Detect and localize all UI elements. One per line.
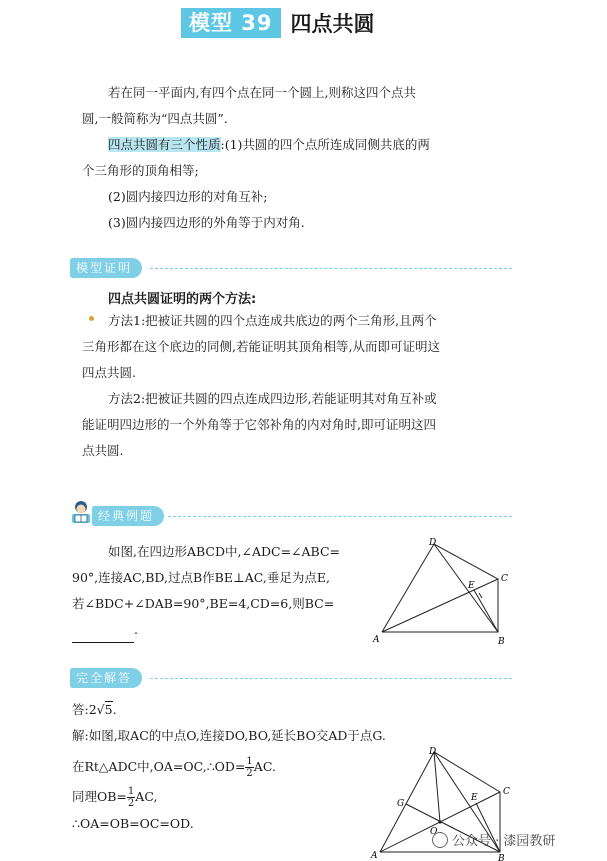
example-line-2: 90°,连接AC,BD,过点B作BE⊥AC,垂足为点E, <box>72 570 330 585</box>
model-title: 四点共圆 <box>290 12 375 36</box>
method2-line-3: 点共圆. <box>82 443 124 458</box>
section-divider-proof <box>150 268 512 269</box>
answer-radicand: 5 <box>104 702 113 717</box>
properties-line-1-rest: :(1)共圆的四个点所连成同侧共底的两 <box>220 137 430 152</box>
label-o-2: O <box>430 827 438 837</box>
properties-line-1 <box>108 132 430 158</box>
answer-line <box>72 697 117 723</box>
label-c-2: C <box>503 787 510 797</box>
label-a: A <box>373 635 380 645</box>
label-d: D <box>429 538 437 548</box>
method1-line-3: 四点共圆. <box>82 365 136 380</box>
properties-line-2: 个三角形的顶角相等; <box>82 163 199 178</box>
method2-line-2: 能证明四边形的一个外角等于它邻补角的内对角时,即可证明这四 <box>82 417 436 432</box>
example-line-4 <box>72 617 138 643</box>
label-d-2: D <box>429 747 437 757</box>
quadrilateral-figure <box>370 536 520 648</box>
solution-line-3-prefix: 同理OB= <box>72 789 127 804</box>
section-divider-example <box>168 516 512 517</box>
figure-lines <box>382 544 498 632</box>
label-c: C <box>501 574 508 584</box>
student-reading-icon <box>70 500 92 524</box>
label-a-2: A <box>371 851 378 861</box>
label-e: E <box>468 581 475 591</box>
section-tag-proof: 模型证明 <box>70 258 142 278</box>
answer-suffix: . <box>112 702 117 717</box>
model-number-badge: 模型 39 <box>181 8 281 38</box>
fraction-numerator-2: 1 <box>127 786 135 797</box>
section-tag-solution: 完全解答 <box>70 668 142 688</box>
answer-prefix: 答:2 <box>72 702 97 717</box>
solution-line-1: 解:如图,取AC的中点O,连接DO,BO,延长BO交AD于点G. <box>72 728 386 743</box>
label-b-2: B <box>498 854 505 861</box>
method1-line-2: 三角形都在这个底边的同侧,若能证明其顶角相等,从而即可证明这 <box>82 339 440 354</box>
solution-line-4: ∴OA=OB=OC=OD. <box>72 816 194 831</box>
intro-line-2: 圆,一般简称为“四点共圆”. <box>82 111 228 126</box>
section-tag-example: 经典例题 <box>92 506 164 526</box>
properties-label: 四点共圆有三个性质 <box>108 137 221 152</box>
section-divider-solution <box>150 678 512 679</box>
wechat-icon <box>432 832 448 848</box>
fraction-numerator: 1 <box>246 756 253 767</box>
fraction-denominator: 2 <box>246 768 253 779</box>
method2-line-1: 方法2:把被证共圆的四点连成四边形,若能证明其对角互补或 <box>108 391 437 406</box>
solution-line-3-suffix: AC, <box>135 789 158 804</box>
example-line-4-end: . <box>134 622 138 637</box>
fraction-denominator-2: 2 <box>127 798 135 809</box>
solution-line-2 <box>72 754 276 780</box>
properties-line-3: (2)圆内接四边形的对角互补; <box>108 189 268 204</box>
center-point-o <box>438 820 441 823</box>
label-e-2: E <box>471 793 478 803</box>
method1-line-1: 方法1:把被证共圆的四个点连成共底边的两个三角形,且两个 <box>108 313 437 328</box>
watermark <box>432 830 555 849</box>
page-title <box>181 8 375 38</box>
label-b: B <box>498 637 505 647</box>
properties-line-4: (3)圆内接四边形的外角等于内对角. <box>108 215 305 230</box>
example-line-1: 如图,在四边形ABCD中,∠ADC=∠ABC= <box>108 544 340 559</box>
example-line-3: 若∠BDC+∠DAB=90°,BE=4,CD=6,则BC= <box>72 596 335 611</box>
watermark-text: 公众号 · 漆园教研 <box>452 834 556 849</box>
fraction-one-half <box>245 756 253 779</box>
solution-line-2-prefix: 在Rt△ADC中,OA=OC,∴OD= <box>72 759 246 774</box>
intro-line-1: 若在同一平面内,有四个点在同一个圆上,则称这四个点共 <box>108 85 416 100</box>
label-g-2: G <box>397 799 405 809</box>
solution-line-3 <box>72 784 157 810</box>
bullet-dot <box>89 316 94 321</box>
proof-heading: 四点共圆证明的两个方法: <box>108 292 257 307</box>
answer-blank <box>72 628 134 643</box>
solution-line-2-suffix: AC. <box>253 759 276 774</box>
sqrt-symbol: √ <box>96 702 105 717</box>
